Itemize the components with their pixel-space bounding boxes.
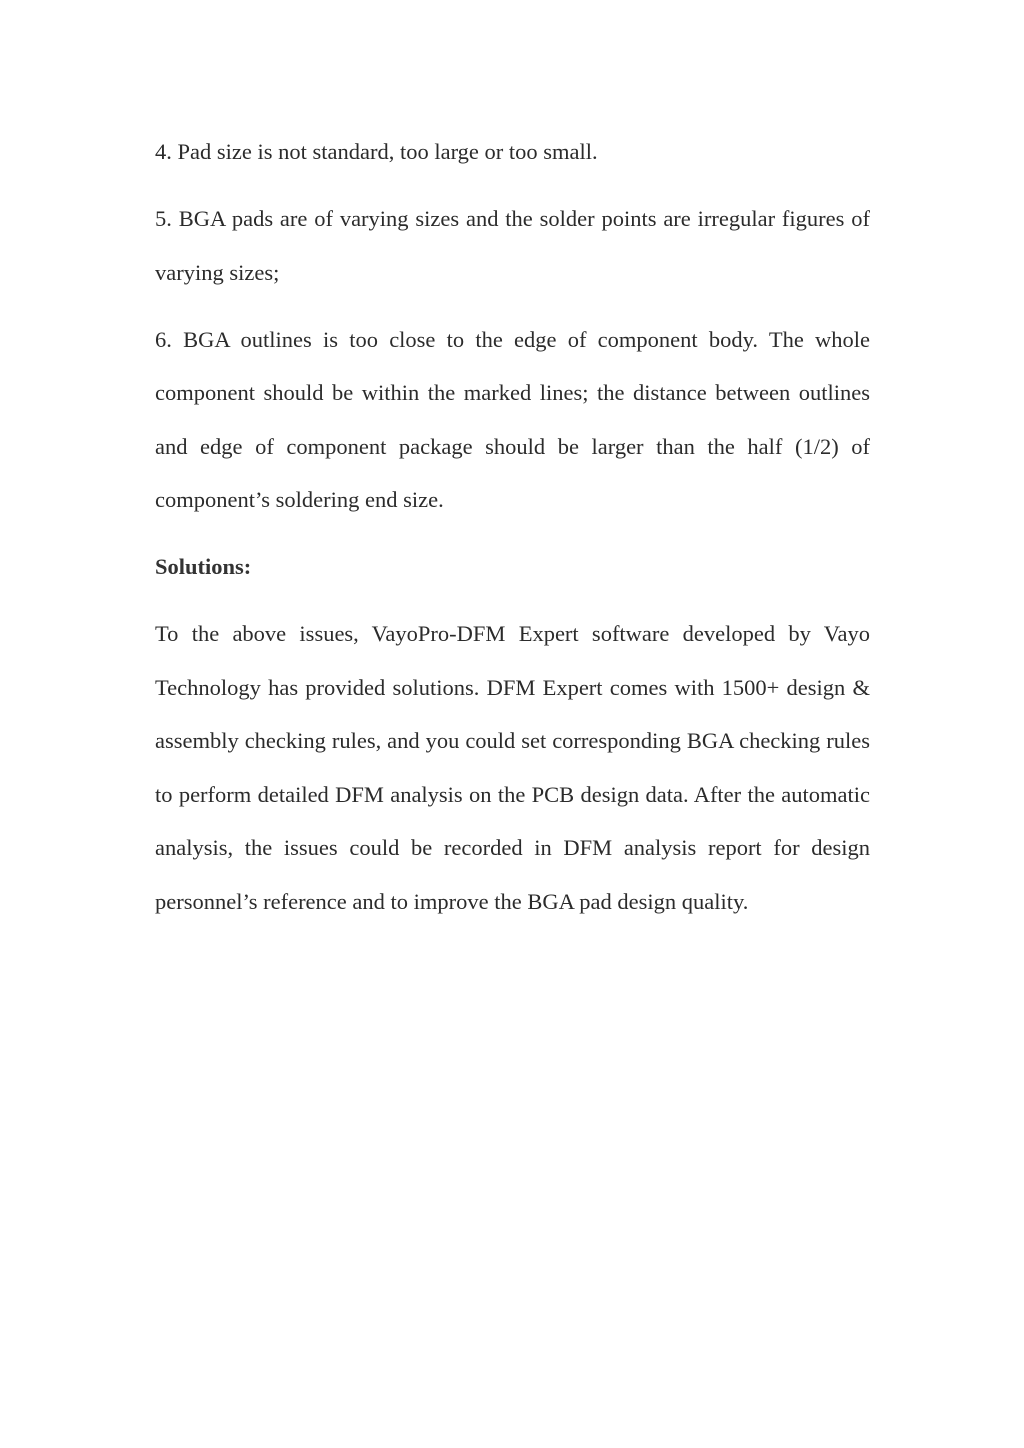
solutions-paragraph: To the above issues, VayoPro-DFM Expert software developed by Vayo Technology has provided solutions. DFM Expert comes with 1500+ design & assembly checking rules, and you could set corresponding BGA checking rules to perform detailed DFM analysis on the PCB design data. After the automatic analysis, the issues could be recorded in DFM analysis report for design personnel’s reference and to improve the BGA pad design quality. [155,621,870,914]
issue-item-4: 4. Pad size is not standard, too large or too small. [155,139,598,164]
document-page [155,125,870,942]
issue-item-6: 6. BGA outlines is too close to the edge of component body. The whole component should be within the marked lines; the distance between outlines and edge of component package should be larger than the half (1/2) of component’s soldering end size. [155,326,870,512]
issue-item-5: 5. BGA pads are of varying sizes and the solder points are irregular figures of varying sizes; [155,206,870,285]
solutions-heading: Solutions: [155,554,252,579]
